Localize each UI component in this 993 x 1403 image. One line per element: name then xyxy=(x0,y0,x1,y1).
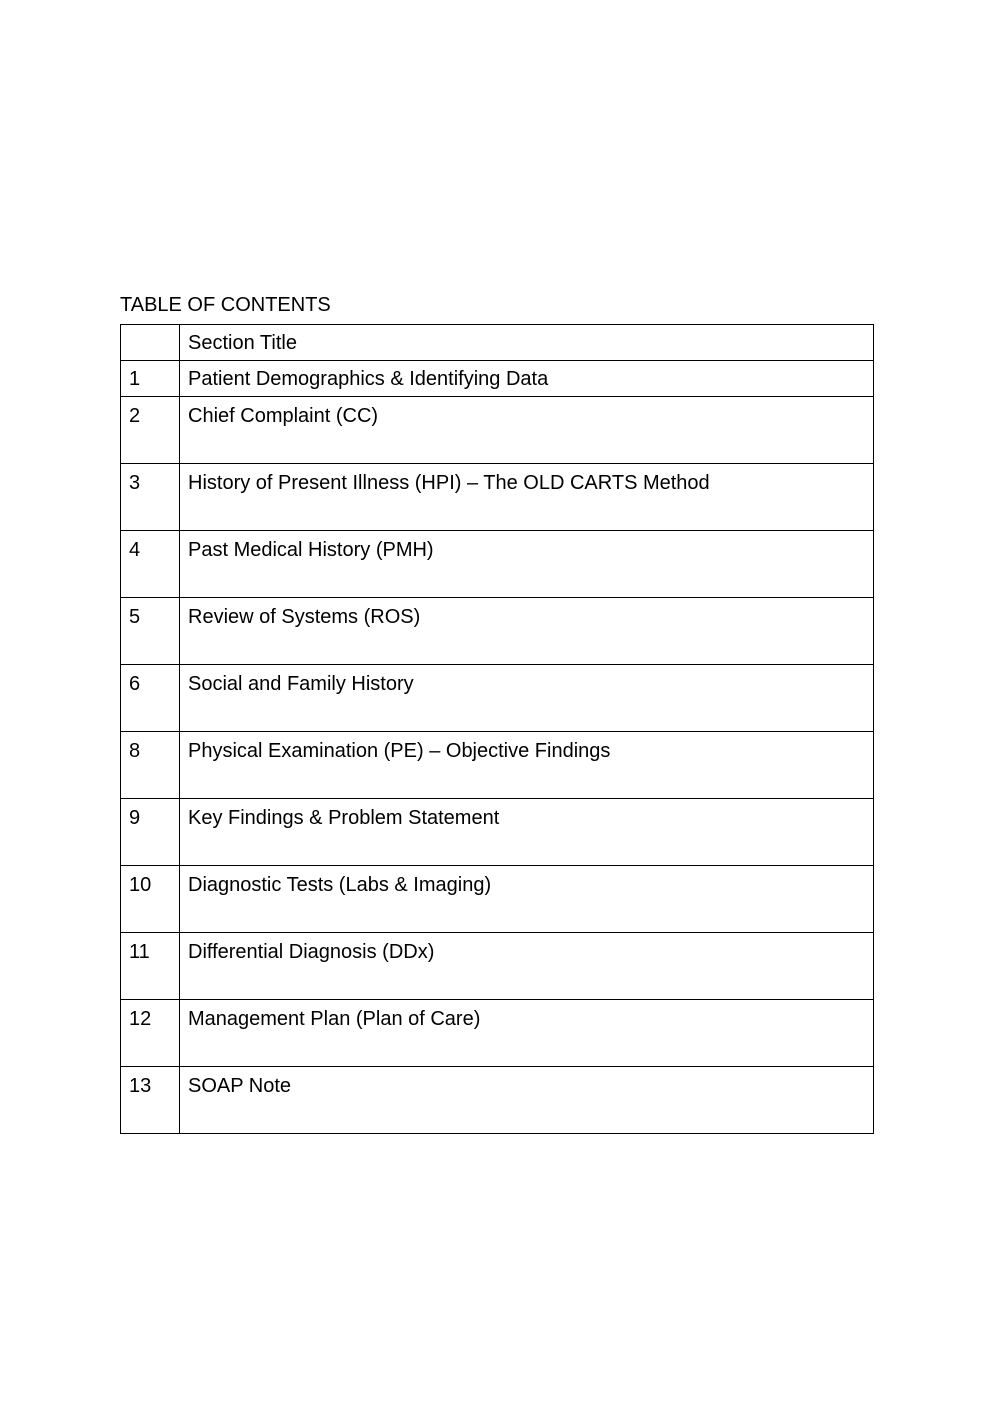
toc-row xyxy=(121,665,874,732)
toc-row-number: 3 xyxy=(121,464,180,531)
toc-row-title: History of Present Illness (HPI) – The OLD CARTS Method xyxy=(180,464,874,531)
toc-row-number: 11 xyxy=(121,933,180,1000)
toc-row xyxy=(121,866,874,933)
toc-table xyxy=(120,324,874,1134)
toc-row-title: Past Medical History (PMH) xyxy=(180,531,874,598)
toc-header-row xyxy=(121,325,874,361)
toc-row xyxy=(121,1000,874,1067)
toc-row xyxy=(121,933,874,1000)
toc-row-title: Patient Demographics & Identifying Data xyxy=(180,361,874,397)
toc-row-number: 10 xyxy=(121,866,180,933)
toc-row-number: 4 xyxy=(121,531,180,598)
toc-row-number: 6 xyxy=(121,665,180,732)
toc-row-title: Management Plan (Plan of Care) xyxy=(180,1000,874,1067)
toc-row-title: Physical Examination (PE) – Objective Findings xyxy=(180,732,874,799)
toc-row xyxy=(121,732,874,799)
toc-row xyxy=(121,1067,874,1134)
toc-header-title: Section Title xyxy=(180,325,874,361)
toc-row xyxy=(121,598,874,665)
toc-row-title: Diagnostic Tests (Labs & Imaging) xyxy=(180,866,874,933)
toc-row-number: 2 xyxy=(121,397,180,464)
toc-row-title: Review of Systems (ROS) xyxy=(180,598,874,665)
toc-row xyxy=(121,799,874,866)
toc-row-number: 8 xyxy=(121,732,180,799)
toc-row-title: Key Findings & Problem Statement xyxy=(180,799,874,866)
toc-header-number xyxy=(121,325,180,361)
toc-row xyxy=(121,397,874,464)
toc-row-number: 12 xyxy=(121,1000,180,1067)
toc-row-title: Differential Diagnosis (DDx) xyxy=(180,933,874,1000)
toc-row-number: 9 xyxy=(121,799,180,866)
toc-row xyxy=(121,464,874,531)
toc-row-title: Social and Family History xyxy=(180,665,874,732)
toc-row-number: 5 xyxy=(121,598,180,665)
toc-row-title: Chief Complaint (CC) xyxy=(180,397,874,464)
toc-heading: TABLE OF CONTENTS xyxy=(120,294,331,316)
toc-row-number: 1 xyxy=(121,361,180,397)
toc-row xyxy=(121,361,874,397)
toc-row-number: 13 xyxy=(121,1067,180,1134)
toc-row-title: SOAP Note xyxy=(180,1067,874,1134)
toc-row xyxy=(121,531,874,598)
